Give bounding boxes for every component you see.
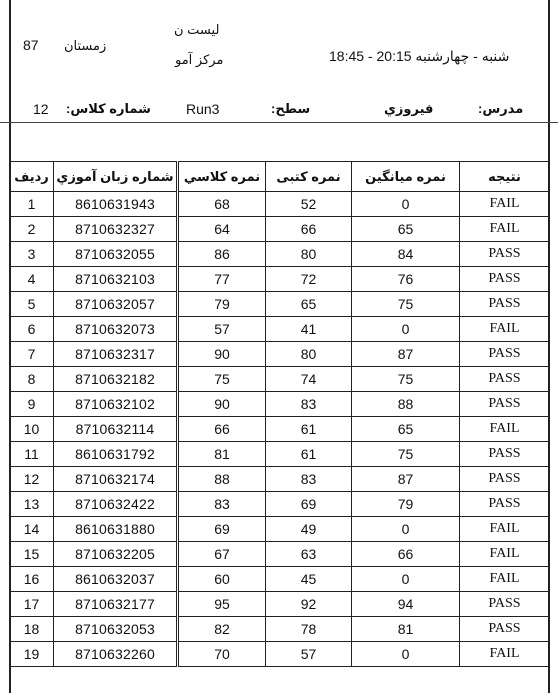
written-score-cell: 83 [266, 392, 352, 417]
class-schedule: شنبه - چهارشنبه 20:15 - 18:45 [329, 48, 510, 64]
class-score-cell: 75 [179, 367, 266, 392]
average-score-cell: 81 [352, 617, 460, 642]
written-score-cell: 92 [266, 592, 352, 617]
result-cell: PASS [460, 442, 550, 467]
list-title: لیست ن [174, 22, 220, 37]
table-body [10, 192, 550, 667]
class-score-cell: 95 [179, 592, 266, 617]
table-row [10, 492, 550, 517]
average-score-cell: 75 [352, 367, 460, 392]
term-number: 87 [23, 37, 39, 53]
table-row [10, 617, 550, 642]
class-score-cell: 82 [179, 617, 266, 642]
class-score-cell: 64 [179, 217, 266, 242]
header-divider [0, 122, 558, 123]
average-score-cell: 66 [352, 542, 460, 567]
table-row [10, 467, 550, 492]
row-number-cell: 17 [10, 592, 54, 617]
written-score-cell: 65 [266, 292, 352, 317]
student-id-cell: 8710632102 [54, 392, 177, 417]
table-row [10, 192, 550, 217]
written-score-cell: 41 [266, 317, 352, 342]
table-row [10, 342, 550, 367]
table-row [10, 267, 550, 292]
class-score-cell: 83 [179, 492, 266, 517]
written-score-cell: 61 [266, 442, 352, 467]
row-number-cell: 9 [10, 392, 54, 417]
class-score-cell: 81 [179, 442, 266, 467]
result-cell: PASS [460, 492, 550, 517]
average-score-cell: 65 [352, 217, 460, 242]
result-cell: FAIL [460, 642, 550, 667]
student-id-cell: 8710632073 [54, 317, 177, 342]
student-id-cell: 8610631880 [54, 517, 177, 542]
written-score-cell: 80 [266, 342, 352, 367]
table-row [10, 367, 550, 392]
class-score-cell: 68 [179, 192, 266, 217]
table-header-row [10, 162, 550, 192]
written-score-cell: 63 [266, 542, 352, 567]
column-header-class-score: نمره کلاسي [179, 162, 266, 192]
table-row [10, 242, 550, 267]
student-id-cell: 8710632055 [54, 242, 177, 267]
student-id-cell: 8610632037 [54, 567, 177, 592]
class-number-label: شماره کلاس: [66, 101, 151, 116]
row-number-cell: 7 [10, 342, 54, 367]
table-row [10, 542, 550, 567]
result-cell: PASS [460, 342, 550, 367]
student-id-cell: 8710632177 [54, 592, 177, 617]
average-score-cell: 75 [352, 442, 460, 467]
result-cell: PASS [460, 392, 550, 417]
class-score-cell: 60 [179, 567, 266, 592]
center-name: مرکز آمو [175, 52, 224, 67]
average-score-cell: 0 [352, 517, 460, 542]
written-score-cell: 83 [266, 467, 352, 492]
student-id-cell: 8610631943 [54, 192, 177, 217]
result-cell: FAIL [460, 517, 550, 542]
student-id-cell: 8610631792 [54, 442, 177, 467]
result-cell: PASS [460, 592, 550, 617]
row-number-cell: 16 [10, 567, 54, 592]
column-header-student-id: شماره زبان آموزي [54, 162, 177, 192]
result-cell: FAIL [460, 317, 550, 342]
row-number-cell: 13 [10, 492, 54, 517]
result-cell: PASS [460, 267, 550, 292]
table-row [10, 217, 550, 242]
student-id-cell: 8710632053 [54, 617, 177, 642]
class-score-cell: 90 [179, 392, 266, 417]
average-score-cell: 94 [352, 592, 460, 617]
written-score-cell: 52 [266, 192, 352, 217]
result-cell: PASS [460, 367, 550, 392]
teacher-label: مدرس: [478, 101, 524, 116]
class-score-cell: 66 [179, 417, 266, 442]
written-score-cell: 61 [266, 417, 352, 442]
row-number-cell: 4 [10, 267, 54, 292]
average-score-cell: 88 [352, 392, 460, 417]
average-score-cell: 0 [352, 642, 460, 667]
average-score-cell: 75 [352, 292, 460, 317]
class-score-cell: 79 [179, 292, 266, 317]
table-row [10, 392, 550, 417]
row-number-cell: 5 [10, 292, 54, 317]
result-cell: FAIL [460, 567, 550, 592]
row-number-cell: 18 [10, 617, 54, 642]
written-score-cell: 45 [266, 567, 352, 592]
table-row [10, 642, 550, 667]
average-score-cell: 76 [352, 267, 460, 292]
level-label: سطح: [271, 101, 311, 116]
student-id-cell: 8710632260 [54, 642, 177, 667]
table-row [10, 417, 550, 442]
column-header-written-score: نمره کتبی [266, 162, 352, 192]
result-cell: FAIL [460, 417, 550, 442]
result-cell: FAIL [460, 192, 550, 217]
class-score-cell: 67 [179, 542, 266, 567]
class-score-cell: 69 [179, 517, 266, 542]
average-score-cell: 65 [352, 417, 460, 442]
class-score-cell: 57 [179, 317, 266, 342]
row-number-cell: 14 [10, 517, 54, 542]
table-row [10, 442, 550, 467]
written-score-cell: 49 [266, 517, 352, 542]
written-score-cell: 74 [266, 367, 352, 392]
row-number-cell: 1 [10, 192, 54, 217]
average-score-cell: 87 [352, 467, 460, 492]
written-score-cell: 66 [266, 217, 352, 242]
row-number-cell: 8 [10, 367, 54, 392]
average-score-cell: 0 [352, 317, 460, 342]
column-header-row-number: رديف [10, 162, 54, 192]
average-score-cell: 84 [352, 242, 460, 267]
written-score-cell: 78 [266, 617, 352, 642]
table-row [10, 592, 550, 617]
student-id-cell: 8710632174 [54, 467, 177, 492]
row-number-cell: 12 [10, 467, 54, 492]
average-score-cell: 0 [352, 567, 460, 592]
column-header-result: نتیجه [460, 162, 550, 192]
student-id-cell: 8710632327 [54, 217, 177, 242]
student-id-cell: 8710632317 [54, 342, 177, 367]
table-row [10, 317, 550, 342]
average-score-cell: 79 [352, 492, 460, 517]
row-number-cell: 3 [10, 242, 54, 267]
row-number-cell: 6 [10, 317, 54, 342]
average-score-cell: 0 [352, 192, 460, 217]
term-label: زمستان [64, 38, 107, 53]
student-id-cell: 8710632205 [54, 542, 177, 567]
row-number-cell: 11 [10, 442, 54, 467]
table-row [10, 567, 550, 592]
row-number-cell: 10 [10, 417, 54, 442]
row-number-cell: 2 [10, 217, 54, 242]
table-row [10, 517, 550, 542]
grades-table [9, 161, 550, 667]
result-cell: FAIL [460, 217, 550, 242]
row-number-cell: 15 [10, 542, 54, 567]
class-score-cell: 90 [179, 342, 266, 367]
written-score-cell: 72 [266, 267, 352, 292]
table-row [10, 292, 550, 317]
student-id-cell: 8710632422 [54, 492, 177, 517]
written-score-cell: 69 [266, 492, 352, 517]
class-score-cell: 70 [179, 642, 266, 667]
result-cell: PASS [460, 242, 550, 267]
student-id-cell: 8710632057 [54, 292, 177, 317]
student-id-cell: 8710632103 [54, 267, 177, 292]
average-score-cell: 87 [352, 342, 460, 367]
result-cell: PASS [460, 617, 550, 642]
teacher-name: فیروزي [384, 101, 434, 116]
student-id-cell: 8710632114 [54, 417, 177, 442]
result-cell: FAIL [460, 542, 550, 567]
written-score-cell: 80 [266, 242, 352, 267]
row-number-cell: 19 [10, 642, 54, 667]
result-cell: PASS [460, 467, 550, 492]
column-header-average-score: نمره میانگین [352, 162, 460, 192]
class-number-value: 12 [33, 101, 49, 117]
class-score-cell: 88 [179, 467, 266, 492]
class-score-cell: 86 [179, 242, 266, 267]
level-value: Run3 [186, 101, 220, 117]
written-score-cell: 57 [266, 642, 352, 667]
student-id-cell: 8710632182 [54, 367, 177, 392]
class-score-cell: 77 [179, 267, 266, 292]
result-cell: PASS [460, 292, 550, 317]
